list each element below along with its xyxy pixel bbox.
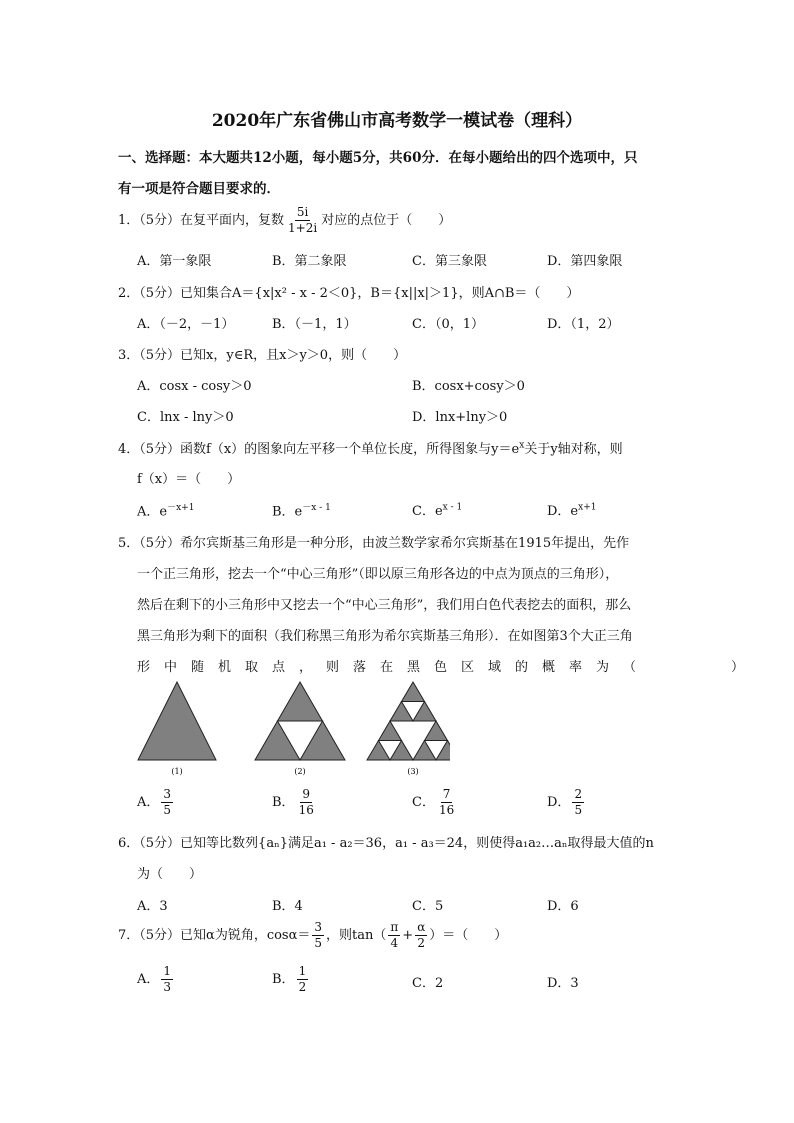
q5-c-letter: C． bbox=[412, 795, 435, 810]
q4-option-c bbox=[412, 500, 462, 519]
q7-a-num: 1 bbox=[163, 964, 172, 978]
q7-cos-frac bbox=[312, 920, 324, 951]
question-6-line2: 为（ ） bbox=[137, 867, 203, 882]
q7-frac2 bbox=[415, 920, 427, 951]
q6-option-c: C．5 bbox=[412, 899, 444, 914]
question-5-line5: 形中随机取点，则落在黑色区域的概率为（ ） bbox=[137, 660, 759, 675]
q5-d-den: 5 bbox=[574, 803, 583, 817]
q2-option-b: B．（－1，1） bbox=[272, 317, 357, 332]
q7-option-b bbox=[272, 964, 310, 995]
question-6-line1: 6．（5分）已知等比数列{aₙ}满足a₁ - a₂＝36，a₁ - a₃＝24，则使得a₁a₂…aₙ取得最大值的n bbox=[118, 836, 654, 851]
q4-d-base: D．e bbox=[547, 504, 579, 519]
q5-a-letter: A． bbox=[137, 795, 160, 810]
question-5-line4: 黑三角形为剩下的面积（我们称黑三角形为希尔宾斯基三角形）．在如图第3个大正三角 bbox=[137, 629, 633, 644]
q3-option-b: B．cosx+cosy＞0 bbox=[412, 379, 525, 394]
q7-frac1 bbox=[388, 920, 400, 951]
q4-line1-sup: x bbox=[519, 440, 525, 451]
q7-cos-den: 5 bbox=[314, 936, 323, 950]
q4-option-b bbox=[272, 500, 331, 519]
question-1 bbox=[118, 205, 451, 236]
q1-suffix: 对应的点位于（ ） bbox=[321, 213, 452, 228]
q1-option-b: B．第二象限 bbox=[272, 254, 347, 269]
q7-a-den: 3 bbox=[163, 980, 172, 994]
fig-label-3: (3) bbox=[407, 767, 419, 776]
question-4-line1 bbox=[118, 438, 623, 457]
q3-option-a: A．cosx - cosy＞0 bbox=[137, 379, 252, 394]
q5-a-den: 5 bbox=[163, 803, 172, 817]
question-3: 3．（5分）已知x，y∈R，且x＞y＞0，则（ ） bbox=[118, 348, 407, 363]
q7-f1-den: 4 bbox=[390, 936, 399, 950]
q2-option-a: A．（－2，－1） bbox=[137, 317, 235, 332]
q7-plus: + bbox=[402, 928, 414, 943]
q1-prefix: 1．（5分）在复平面内，复数 bbox=[118, 213, 285, 228]
q5-c-frac bbox=[437, 787, 456, 818]
q7-b-frac bbox=[297, 964, 309, 995]
sierpinski-stage-3 bbox=[367, 682, 450, 760]
q7-prefix: 7．（5分）已知α为锐角，cosα＝ bbox=[118, 928, 311, 943]
q7-cos-num: 3 bbox=[314, 920, 323, 934]
q7-option-c: C．2 bbox=[412, 976, 444, 991]
q7-b-den: 2 bbox=[298, 980, 307, 994]
q7-f1-num: π bbox=[390, 920, 399, 934]
q4-a-base: A．e bbox=[137, 504, 168, 520]
q4-b-exp: －x - 1 bbox=[302, 503, 331, 513]
q6-option-b: B．4 bbox=[272, 899, 303, 914]
q4-option-a bbox=[137, 500, 194, 519]
q7-a-letter: A． bbox=[137, 972, 160, 987]
q4-a-exp: －x+1 bbox=[167, 503, 195, 513]
question-7 bbox=[118, 920, 507, 951]
question-5-line1: 5．（5分）希尔宾斯基三角形是一种分形，由波兰数学家希尔宾斯基在1915年提出，先作 bbox=[118, 536, 630, 551]
q5-b-num: 9 bbox=[302, 787, 311, 801]
q4-b-base: B．e bbox=[272, 504, 303, 520]
q7-b-num: 1 bbox=[298, 964, 307, 978]
q2-option-c: C．（0，1） bbox=[412, 317, 484, 332]
q4-c-base: C．e bbox=[412, 504, 443, 519]
section-heading-line2: 有一项是符合题目要求的． bbox=[118, 181, 280, 197]
q5-option-b bbox=[272, 787, 318, 818]
q5-a-frac bbox=[161, 787, 173, 818]
question-5-line3: 然后在剩下的小三角形中又挖去一个“中心三角形”，我们用白色代表挖去的面积，那么 bbox=[137, 598, 632, 613]
q1-option-a: A．第一象限 bbox=[137, 254, 212, 269]
q6-option-d: D．6 bbox=[547, 899, 579, 914]
fig-label-1: (1) bbox=[171, 767, 183, 776]
q4-line1-a: 4．（5分）函数f（x）的图象向左平移一个单位长度，所得图象与y＝e bbox=[118, 442, 520, 457]
q5-option-a bbox=[137, 787, 175, 818]
q7-f2-num: α bbox=[417, 920, 426, 934]
q5-option-d bbox=[547, 787, 586, 818]
q4-option-d bbox=[547, 500, 596, 519]
q7-option-d: D．3 bbox=[547, 976, 579, 991]
q5-a-num: 3 bbox=[163, 787, 172, 801]
q1-frac-den: 1+2i bbox=[288, 221, 318, 235]
q5-d-num: 2 bbox=[574, 787, 583, 801]
q1-fraction bbox=[286, 205, 319, 236]
q5-c-den: 16 bbox=[438, 803, 455, 817]
question-4-line2: f（x）＝（ ） bbox=[137, 472, 241, 487]
question-5-line2: 一个正三角形，挖去一个“中心三角形”（即以原三角形各边的中点为顶点的三角形）， bbox=[137, 567, 619, 582]
q1-frac-num: 5i bbox=[296, 205, 309, 219]
q4-d-exp: x+1 bbox=[578, 502, 597, 513]
q7-option-a bbox=[137, 964, 175, 995]
q1-option-d: D．第四象限 bbox=[547, 254, 623, 269]
q7-b-letter: B． bbox=[272, 972, 295, 987]
q3-option-d: D．lnx+lny＞0 bbox=[412, 410, 508, 425]
q5-b-frac bbox=[297, 787, 316, 818]
exam-title: 2020年广东省佛山市高考数学一模试卷（理科） bbox=[211, 111, 583, 131]
sierpinski-stage-1 bbox=[138, 682, 216, 760]
q4-c-exp: x - 1 bbox=[442, 502, 463, 513]
q2-option-d: D．（1，2） bbox=[547, 317, 620, 332]
q5-b-den: 16 bbox=[298, 803, 314, 817]
q5-option-c bbox=[412, 787, 458, 818]
sierpinski-stage-2 bbox=[255, 682, 345, 760]
section-heading-line1: 一、选择题：本大题共12小题，每小题5分，共60分．在每小题给出的四个选项中，只 bbox=[118, 150, 638, 166]
q5-c-num: 7 bbox=[442, 787, 451, 801]
q7-a-frac bbox=[161, 964, 173, 995]
fig-label-2: (2) bbox=[294, 767, 306, 776]
q1-option-c: C．第三象限 bbox=[412, 254, 487, 269]
q7-suffix: ）＝（ ） bbox=[429, 928, 508, 943]
q5-d-frac bbox=[572, 787, 584, 818]
q7-f2-den: 2 bbox=[417, 936, 426, 950]
q3-option-c: C．lnx - lny＞0 bbox=[137, 410, 234, 425]
q6-option-a: A．3 bbox=[137, 899, 168, 914]
question-2: 2．（5分）已知集合A＝{x|x² - x - 2＜0}，B＝{x||x|＞1}，则A∩B＝（ ） bbox=[118, 286, 580, 301]
q5-b-letter: B． bbox=[272, 795, 295, 810]
sierpinski-figure bbox=[130, 676, 450, 780]
q5-d-letter: D． bbox=[547, 795, 571, 810]
q7-mid: ，则tan（ bbox=[326, 928, 387, 943]
q4-line1-b: 关于y轴对称，则 bbox=[524, 442, 623, 457]
